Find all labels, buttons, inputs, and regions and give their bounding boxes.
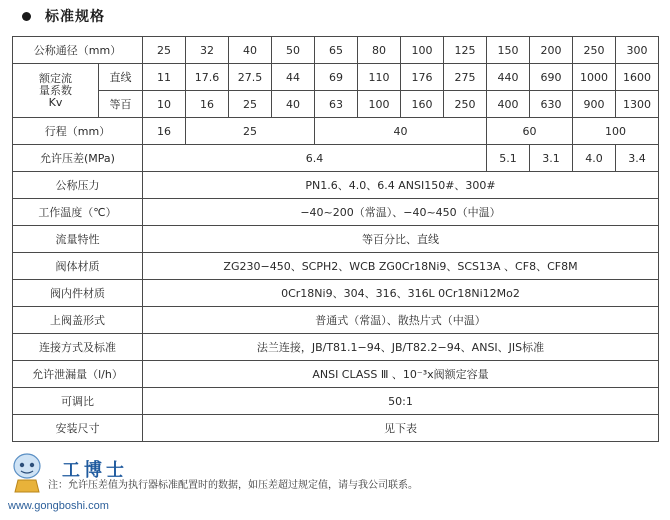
- cv-linear-cell: 176: [401, 64, 444, 91]
- dn-cell: 300: [616, 37, 659, 64]
- table-row-nominal-diameter: [13, 37, 659, 64]
- row-value: −40~200（常温）、−40~450（中温）: [143, 199, 659, 226]
- cv-equal-cell: 1300: [616, 91, 659, 118]
- row-label: 阀体材质: [13, 253, 143, 280]
- bullet-dot-icon: [22, 12, 31, 21]
- cv-equal-cell: 25: [229, 91, 272, 118]
- cv-linear-cell: 275: [444, 64, 487, 91]
- row-value: 0Cr18Ni9、304、316、316L 0Cr18Ni12Mo2: [143, 280, 659, 307]
- row-label: 公称压力: [13, 172, 143, 199]
- dn-cell: 200: [530, 37, 573, 64]
- cv-equal-cell: 10: [143, 91, 186, 118]
- row-label: 流量特性: [13, 226, 143, 253]
- pressure-diff-cell: 3.1: [530, 145, 573, 172]
- footnote: 注：允许压差值为执行器标准配置时的数据，如压差超过规定值，请与我公司联系。: [48, 480, 418, 491]
- nominal-diameter-label: 公称通径（mm）: [13, 37, 143, 64]
- section-title: 标准规格: [45, 9, 105, 25]
- table-row-stroke: [13, 118, 659, 145]
- dn-cell: 25: [143, 37, 186, 64]
- table-row: [13, 334, 659, 361]
- stroke-cell: 100: [573, 118, 659, 145]
- cv-equal-cell: 16: [186, 91, 229, 118]
- logo-text: 工博士: [62, 460, 128, 481]
- cv-equal-cell: 400: [487, 91, 530, 118]
- cv-equal-cell: 40: [272, 91, 315, 118]
- table-row: [13, 253, 659, 280]
- dn-cell: 125: [444, 37, 487, 64]
- dn-cell: 32: [186, 37, 229, 64]
- cv-equal-cell: 630: [530, 91, 573, 118]
- row-label: 可调比: [13, 388, 143, 415]
- table-row: [13, 415, 659, 442]
- pressure-diff-cell: 6.4: [143, 145, 487, 172]
- rated-cv-label: 额定流 量系数 Kv: [13, 64, 99, 118]
- cv-equal-cell: 100: [358, 91, 401, 118]
- row-value: 法兰连接，JB/T81.1−94、JB/T82.2−94、ANSI、JIS标准: [143, 334, 659, 361]
- linear-label: 直线: [99, 64, 143, 91]
- cv-linear-cell: 1600: [616, 64, 659, 91]
- table-row-cv-linear: [13, 64, 659, 91]
- dn-cell: 100: [401, 37, 444, 64]
- row-value: 见下表: [143, 415, 659, 442]
- cv-linear-cell: 1000: [573, 64, 616, 91]
- pressure-diff-cell: 3.4: [616, 145, 659, 172]
- row-label: 上阀盖形式: [13, 307, 143, 334]
- mascot-logo-icon: [8, 452, 46, 494]
- row-value: 50:1: [143, 388, 659, 415]
- pressure-diff-cell: 5.1: [487, 145, 530, 172]
- row-value: ZG230−450、SCPH2、WCB ZG0Cr18Ni9、SCS13A 、CF8、CF8M: [143, 253, 659, 280]
- row-label: 连接方式及标准: [13, 334, 143, 361]
- pressure-diff-cell: 4.0: [573, 145, 616, 172]
- cv-equal-cell: 160: [401, 91, 444, 118]
- cv-equal-cell: 900: [573, 91, 616, 118]
- stroke-cell: 40: [315, 118, 487, 145]
- cv-equal-cell: 63: [315, 91, 358, 118]
- equal-label: 等百: [99, 91, 143, 118]
- cv-linear-cell: 110: [358, 64, 401, 91]
- stroke-cell: 25: [186, 118, 315, 145]
- pressure-diff-label: 允许压差(MPa): [13, 145, 143, 172]
- cv-linear-cell: 27.5: [229, 64, 272, 91]
- row-value: PN1.6、4.0、6.4 ANSI150#、300#: [143, 172, 659, 199]
- table-row: [13, 172, 659, 199]
- cv-linear-cell: 44: [272, 64, 315, 91]
- dn-cell: 50: [272, 37, 315, 64]
- cv-linear-cell: 69: [315, 64, 358, 91]
- table-row: [13, 199, 659, 226]
- dn-cell: 40: [229, 37, 272, 64]
- dn-cell: 80: [358, 37, 401, 64]
- table-row: [13, 307, 659, 334]
- stroke-cell: 16: [143, 118, 186, 145]
- dn-cell: 250: [573, 37, 616, 64]
- row-value: 普通式（常温）、散热片式（中温）: [143, 307, 659, 334]
- row-value: ANSI CLASS Ⅲ 、10⁻³x阀额定容量: [143, 361, 659, 388]
- row-label: 安装尺寸: [13, 415, 143, 442]
- spec-table: [12, 36, 659, 442]
- row-label: 阀内件材质: [13, 280, 143, 307]
- cv-linear-cell: 11: [143, 64, 186, 91]
- table-row: [13, 226, 659, 253]
- table-row-pressure-diff: [13, 145, 659, 172]
- stroke-label: 行程（mm）: [13, 118, 143, 145]
- table-row: [13, 361, 659, 388]
- table-row-cv-equal: [13, 91, 659, 118]
- cv-linear-cell: 17.6: [186, 64, 229, 91]
- row-label: 允许泄漏量（l/h）: [13, 361, 143, 388]
- footer: [0, 446, 670, 520]
- cv-equal-cell: 250: [444, 91, 487, 118]
- row-value: 等百分比、直线: [143, 226, 659, 253]
- dn-cell: 150: [487, 37, 530, 64]
- dn-cell: 65: [315, 37, 358, 64]
- section-heading: [22, 4, 105, 28]
- logo-url: www.gongboshi.com: [8, 500, 109, 512]
- table-row: [13, 388, 659, 415]
- cv-linear-cell: 440: [487, 64, 530, 91]
- table-row: [13, 280, 659, 307]
- row-label: 工作温度（℃）: [13, 199, 143, 226]
- stroke-cell: 60: [487, 118, 573, 145]
- cv-linear-cell: 690: [530, 64, 573, 91]
